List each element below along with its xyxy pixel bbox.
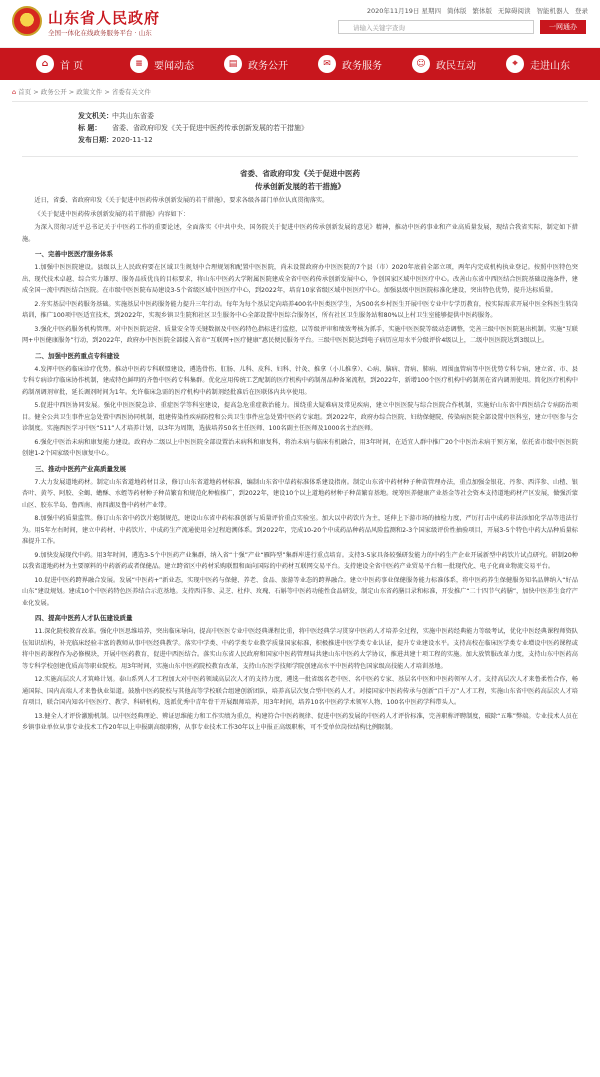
site-title[interactable]: 山东省人民政府	[48, 9, 161, 27]
map-icon: ⌖	[506, 55, 524, 73]
paragraph: 12.实施高层次人才筑峰计划。泰山系列人才工程加大对中医药领域高层次人才的支持力度，遴选一批省级名老中医、名中医药专家、基层名中医和中医药领军人才。支持高层次人才来鲁柔性合作，畅通国际、国内高端人才来鲁执业渠道。鼓励中医药院校与其他高等学校联合组建创新团队，培养高层次复合型中医药人才。对接国家中医药传承与创新“百千万”人才工程，实施山东省中医药高层次人才培育项目，联合国内知名中医医疗、教学、科研机构，选派优秀中青年骨干开展跟师培养，用3年时间，培养10名中医药学术领军人物、100名中医药学科带头人。	[22, 676, 578, 706]
nav-label: 要闻动态	[154, 60, 194, 72]
paragraph: 4.发挥中医药临床诊疗优势。推动中医药专科联盟建设，遴选骨伤、肛肠、儿科、皮科、妇科、针灸、推拿（小儿推拿）、心病、脑病、肾病、肺病、周围血管病等中医优势专科专病，建立省、市、县专科专病诊疗临床协作机制，建成特色鲜明的齐鲁中医药专科集群。优化应用传统工艺配制的医疗机构中药制剂品种备案流程，到2022年，新增100个医疗机构中药制剂在省内调剂使用。简化医疗机构中药制剂调剂审批，延长调剂时间为1年。允许临床急需的医疗机构中药制剂经批准后在医联体内共享使用。	[22, 365, 578, 396]
meta-date: 发布日期：2020-11-12	[78, 136, 153, 144]
top-links	[367, 6, 588, 15]
meta-issuer: 发文机关：中共山东省委	[78, 112, 154, 120]
paragraph: 11.深化院校教育改革。强化中医思维培养，突出临床导向，提高中医医专业中医经典课程比重，将中医经典学习贯穿中医药人才培养全过程，实施中医药经典能力等级考试，优化中医经典课程师资队伍知识结构，补充临床经验丰富的教师从事中医经典教学。落实中学类、中药学类专业教学质量国家标准，积极推进中医学类专业认证，提升专业建设水平。支持高校在临床医学类专业增设中医药课程或将中医药课程作为必修模块，开展中医药教育，促进中西医结合。落实山东省人民政府和国家中医药管理局共建山东中医药大学协议，推进共建十项工程的实施。加大放管服改革力度，支持山东中医药高等专科学校创建优质高等职业院校。用3年时间，实施山东中医药院校教育改革，支持山东医学技师学院创建高水平中医药特色国家级高技能人才培训基地。	[22, 628, 578, 670]
link-login[interactable]: 登录	[575, 7, 588, 15]
search-input[interactable]: 请输入关键字查询	[338, 20, 534, 34]
nav-label: 首 页	[60, 60, 84, 72]
nav-label: 政务服务	[342, 60, 382, 72]
section-heading: 三、推动中医药产业高质量发展	[35, 464, 126, 473]
paragraph: 13.健全人才评价激励机制。以中医经典理论、辨证思维能力和工作实绩为重点，构建符合中医药规律、促进中医药发展的中医药人才评价标准，完善职称评聘制度，破除“五唯”弊端。专业技术人员在乡镇事业单位从事专业技术工作20年以上申报副高级职称，从事专业技术工作30年以上申报正高级职称，可不受单位岗位结构比例限制。	[22, 712, 578, 731]
paragraph: 6.强化中医治未病和康复能力建设。政府办二级以上中医医院全部设置治未病科和康复科，将治未病与临床有机融合，用3年时间，在适宜人群中推广20个中医治未病干预方案，依托省市级中医医院创建1-2个国家级中医康复中心。	[22, 438, 578, 457]
section-heading: 二、加强中医药重点专科建设	[35, 351, 120, 360]
link-robot[interactable]: 智能机器人	[536, 7, 569, 15]
nav-public-affairs[interactable]	[224, 55, 318, 73]
document-icon: ▤	[224, 55, 242, 73]
nav-label: 走进山东	[530, 60, 570, 72]
national-emblem-icon	[12, 6, 42, 36]
service-icon: ✉	[318, 55, 336, 73]
paragraph: 为深入贯彻习近平总书记关于中医药工作的重要论述，全面落实《中共中央、国务院关于促进中医药传承创新发展的意见》精神，推动中医药事业和产业高质量发展，现结合我省实际，制定如下措施。	[22, 224, 578, 243]
nav-home[interactable]	[36, 55, 130, 73]
paragraph: 8.加强中药质量监管。修订山东省中药饮片炮制规范，建设山东省中药标准创新与质量评价重点实验室。加大以中药饮片为主，延伸上下游市场的抽检力度，严厉打击中成药非法添加化学品等违法行为。用5年左右时间，建立中药材、中药饮片、中成药生产流通使用全过程追溯体系。到2022年，完成10-20个中成药品种药品风险监测和2-3个国家级评价性抽验项目，开展3-5个特色中药大品种质量标准提升工作。	[22, 515, 578, 545]
nav-shandong[interactable]	[506, 55, 600, 73]
paragraph: 9.加快发展现代中药。用3年时间，遴选3-5个中医药产业集群，纳入省“十强”产业“雁阵型”集群库进行重点培育。支持3-5家具备较强研发能力的中药生产企业开展新型中药饮片试点研究。研制20种以我省道地药材为主要原料的中药新药或者保健品。建立跨省区中药材采购联盟和面向国际的中药材互联网交易平台。支持建设全省中医药产业贸易平台和一批现代化、电子化商业物流交易平台。	[22, 551, 578, 570]
paragraph: 1.加强中医医院建设。县级以上人民政府要在区域卫生规划中合理规划和配置中医医院，尚未设置政府办中医医院的7个县（市）2020年底前全部立项，两年内完成机构执业登记。按照中医特色突出、现代技术卓越、综合实力雄厚、服务品质优良的目标要求，将山东中医药大学附属医院建成全省中医药传承创新发展中心，争创国家区域中医医疗中心。改善山东省中西医结合医院基础设施条件，建成全国一流中西医结合医院。在市级中医医院布局建设3-5个省级区域中医医疗中心，到2022年，培育10家省级区域中医医疗中心。加强县级中医医院标准化建设，突出特色优势，提升达标质量。	[22, 264, 578, 294]
breadcrumb[interactable]	[12, 87, 588, 102]
article-paragraphs	[22, 195, 578, 734]
site-header	[0, 0, 600, 48]
article-body	[22, 156, 578, 734]
current-date: 2020年11月19日 星期四	[366, 7, 441, 15]
chat-icon: ☺	[412, 55, 430, 73]
nav-label: 政务公开	[248, 60, 288, 72]
site-subtitle: 全国一体化在线政务服务平台 · 山东	[48, 29, 152, 37]
breadcrumb-home-icon: ⌂	[12, 88, 17, 96]
document-meta	[78, 110, 600, 146]
link-accessible[interactable]: 无障碍阅读	[498, 7, 531, 15]
article-title-line-2: 传承创新发展的若干措施》	[255, 182, 345, 191]
link-simplified[interactable]: 简体版	[447, 7, 467, 15]
paragraph: 3.强化中医药服务机构管理。对中医医院运营、质量安全等关键数据及中医药特色指标进行监控，以等级评审和绩效考核为抓手，实施中医医院等级动态调整，完善三级中医医院退出机制。实施“互联网+中医健康服务”行动，到2022年，政府办中医医院全部接入省市“互联网+医疗健康”惠民便民服务平台。三级中医医院达到电子病历应用水平分级评价4级以上，二级中医医院达到3级以上。	[22, 325, 578, 344]
nav-label: 政民互动	[436, 60, 476, 72]
paragraph: 5.促进中西医协同发展。强化中医医院急诊、重症医学等科室建设，提高急危重症救治能力。围绕重大疑难病及常见疾病，建立中医医院与综合医院合作机制，实施好山东省中西医结合专病防治项目。健全公共卫生事件应急处置中西医协同机制，组建传染性疾病防控和公共卫生事件应急处置中医药专家组。到2022年，政府办综合医院、妇幼保健院、传染病医院全部设置中医科室，建立中医参与会诊制度。实施西医学习中医“511”人才培养计划，以3年为周期，选拔培养50名主任医师、100名副主任医师及1000名主治医师。	[22, 402, 578, 432]
nav-interaction[interactable]	[412, 55, 506, 73]
nav-news[interactable]	[130, 55, 224, 73]
nav-services[interactable]	[318, 55, 412, 73]
news-icon: ≡	[130, 55, 148, 73]
article-title-line-1: 省委、省政府印发《关于促进中医药	[240, 169, 360, 178]
paragraph: 2.夯实基层中医药服务基础。实施基层中医药服务能力提升三年行动。每年为每个基层定向培养400名中医类医学生，为500名乡村医生开展中医专业中专学历教育，按实际需求开展中医全科医生转岗培训，推广100项中医适宜技术，到2022年，实现乡镇卫生院和社区卫生服务中心全部设置中医综合服务区，所有社区卫生服务站和80%以上村卫生室能够提供中医药服务。	[22, 300, 578, 319]
paragraph: 近日，省委、省政府印发《关于促进中医药传承创新发展的若干措施》，要求各级各部门单位认真贯彻落实。	[34, 197, 329, 204]
paragraph: 《关于促进中医药传承创新发展的若干措施》内容如下：	[34, 210, 190, 218]
paragraph: 10.促进中医药跨界融合发展。发展“中医药+”新业态，实现中医药与保健、养老、食品、旅游等业态的跨界融合。建立中医药事业保健服务能力标准体系，将中医药养生保健服务知名品牌纳入“好品山东”建设规划。建成10个中医药特色医养结合示范基地。支持西洋参、灵芝、杜仲、玫瑰、石斛等中医药功能性食品研发，制定山东省药膳目录和标准，开发推广“二十四节气药膳”，加快中医养生食疗产业化发展。	[22, 576, 578, 607]
breadcrumb-text[interactable]: 首页 > 政务公开 > 政策文件 > 省委有关文件	[18, 88, 151, 96]
section-heading: 一、完善中医医疗服务体系	[35, 250, 113, 258]
search-button[interactable]: 一网通办	[540, 20, 586, 34]
paragraph: 7.大力发展道地药材。制定山东省道地药材目录，修订山东省道地药材标准，编制山东省中草药标准体系建设指南。制定山东省中药材种子种苗管理办法，重点加强金银花、丹参、西洋参、山楂、银杏叶、黄芩、阿胶、全蝎、蟾酥、水蛭等药材种子种苗繁育和规范化种植推广，到2022年，建设10个以上道地药材种子种苗繁育基地。统筹医养健康产业基金等社会资本支持道地药材产区发展，做强沂蒙山区、胶东半岛、鲁西南、南四湖及鲁中药材产业带。	[22, 478, 578, 509]
home-icon: ⌂	[36, 55, 54, 73]
section-heading: 四、提高中医药人才队伍建设质量	[35, 614, 133, 622]
link-traditional[interactable]: 繁体版	[472, 7, 492, 15]
main-nav	[0, 48, 600, 80]
meta-title: 标 题： 省委、省政府印发《关于促进中医药传承创新发展的若干措施》	[78, 124, 308, 132]
